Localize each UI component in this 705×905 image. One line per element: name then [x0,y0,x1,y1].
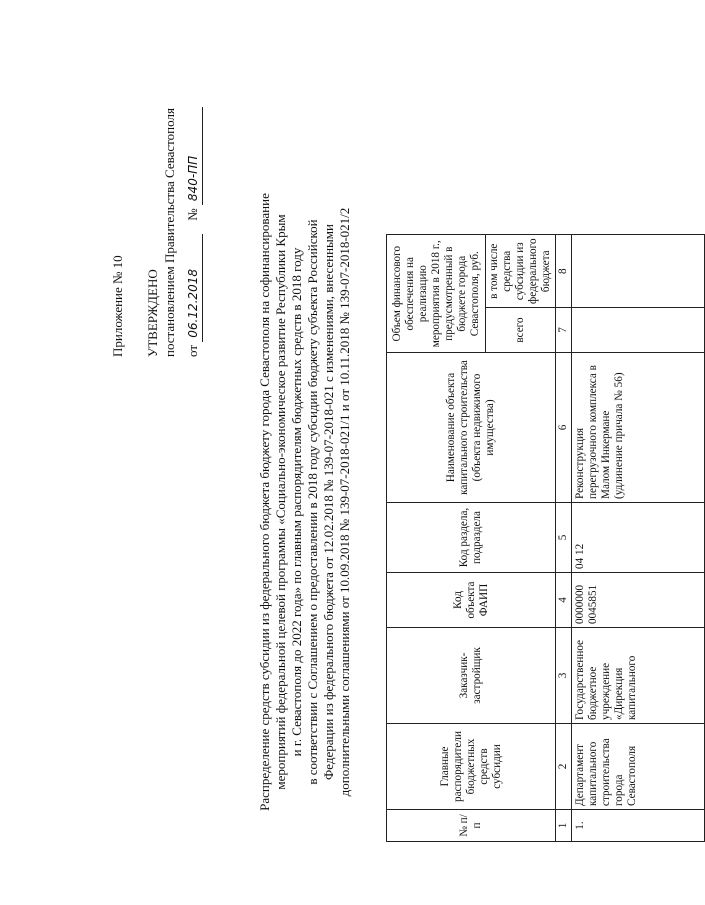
header-federal: в том числе средства субсидии из федерального бюджета [486,235,556,308]
header-faip-code: Код объекта ФАИП [387,573,556,628]
cell-federal [572,235,705,308]
header-section-code: Код раздела, подраздела [387,503,556,573]
header-num: № п/п [387,810,556,842]
cell-customer: Государственное бюджетное учреждение «Дирекция капитального [572,628,705,724]
decree-label: постановлением Правительства Севастополя [162,108,177,357]
cell-object-name: Реконструкция перегрузочного комплекса в Малом Инкермане (удлинение причала № 56) [572,353,705,503]
cell-distributor: Департамент капитального строительства города Севастополя [572,724,705,810]
title-line: мероприятий федеральной целевой программы «Социально-экономическое развитие Республики Крым [273,214,288,790]
column-number: 8 [556,235,572,308]
header-customer: Заказчик-застройщик [387,628,556,724]
approved-label: УТВЕРЖДЕНО [145,269,160,357]
column-number: 6 [556,353,572,503]
rotated-content [35,32,638,872]
title-line: и г. Севастополя до 2022 года» по главным распорядителям бюджетных средств в 2018 году [289,247,304,757]
document-title [257,152,353,852]
column-number: 2 [556,724,572,810]
approval-block [109,27,203,357]
cell-total [572,308,705,353]
title-line: Федерации из федерального бюджета от 12.02.2018 № 139-07-2018-021 с изменениями, внесенными [321,224,336,780]
column-number: 4 [556,573,572,628]
title-line: Распределение средств субсидии из федерального бюджета бюджету города Севастополя на софинансирование [257,193,272,811]
distribution-table [386,234,705,842]
column-number: 5 [556,503,572,573]
from-label: от [185,344,200,357]
title-line: в соответствии с Соглашением о предоставлении в 2018 году субсидии бюджету субъекта Российской [305,219,320,785]
annex-label: Приложение № 10 [110,255,125,357]
cell-num: 1. [572,810,705,842]
header-total: всего [486,308,556,353]
cell-faip-code: 0000000 0045851 [572,573,705,628]
table-row [572,235,705,842]
decree-date-line [184,27,203,357]
column-number: 7 [556,308,572,353]
header-funding: Объем финансового обеспечения на реализацию мероприятия в 2018 г., предусмотренный в бюджете города Севастополя, руб. [387,235,486,353]
title-line: дополнительными соглашениями от 10.09.2018 № 139-07-2018-021/1 и от 10.11.2018 № 139-07-2018-021/2 [337,207,352,797]
header-distributors: Главные распорядители бюджетных средств субсидии [387,724,556,810]
decree-date: 06.12.2018 [185,234,203,342]
cell-section-code: 04 12 [572,503,705,573]
column-number: 1 [556,810,572,842]
table-header-row [387,235,486,842]
column-number: 3 [556,628,572,724]
decree-number: 840-ПП [185,107,203,205]
header-object-name: Наименование объекта капитального строительства (объекта недвижимого имущества) [387,353,556,503]
number-label: № [185,208,200,221]
table-numbering-row [556,235,572,842]
